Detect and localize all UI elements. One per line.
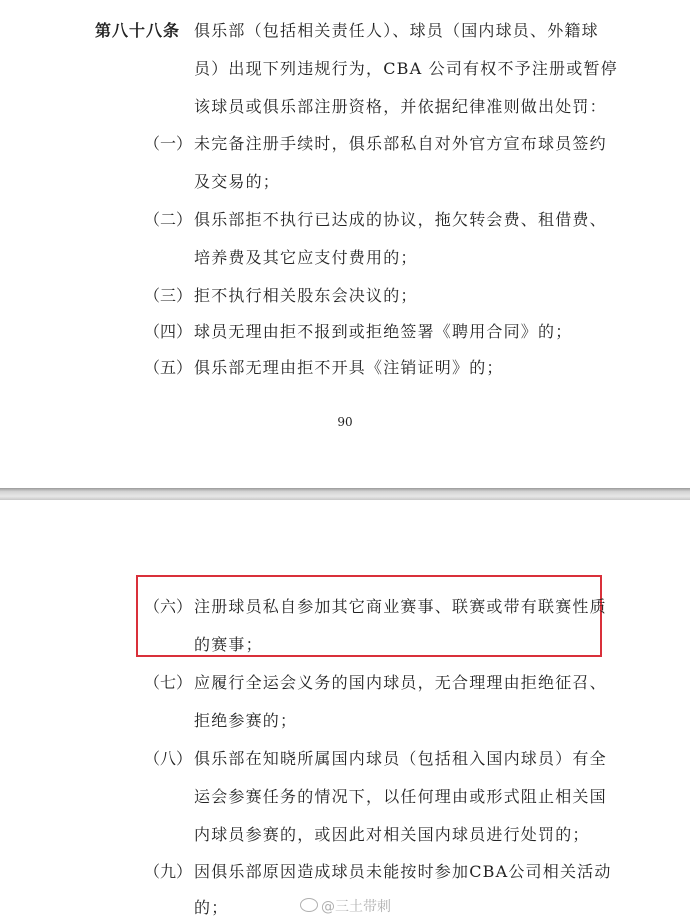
watermark-text: @三土带刺 xyxy=(321,899,391,915)
item-text: 拒绝参赛的； xyxy=(194,711,298,730)
article-text-line-3: 该球员或俱乐部注册资格，并依据纪律准则做出处罚： xyxy=(194,97,607,116)
item-text: 俱乐部无理由拒不开具《注销证明》的； xyxy=(194,358,504,377)
item-text: 的赛事； xyxy=(194,635,263,654)
item-text: 注册球员私自参加其它商业赛事、联赛或带有联赛性质 xyxy=(194,597,607,616)
item-number: （五） xyxy=(144,358,193,377)
item-text: 因俱乐部原因造成球员未能按时参加CBA公司相关活动 xyxy=(194,862,612,881)
item-text: 俱乐部在知晓所属国内球员（包括租入国内球员）有全 xyxy=(194,749,607,768)
weibo-watermark xyxy=(300,896,391,916)
item-number: （七） xyxy=(144,673,193,692)
item-text: 应履行全运会义务的国内球员，无合理理由拒绝征召、 xyxy=(194,673,607,692)
weibo-icon xyxy=(300,898,318,912)
item-number: （八） xyxy=(144,749,193,768)
item-text: 未完备注册手续时，俱乐部私自对外官方宣布球员签约 xyxy=(194,134,607,153)
article-text-line-2: 员）出现下列违规行为，CBA 公司有权不予注册或暂停 xyxy=(194,59,618,78)
page-separator xyxy=(0,488,690,500)
article-text-line-1: 俱乐部（包括相关责任人）、球员（国内球员、外籍球 xyxy=(194,21,599,40)
page-91 xyxy=(0,500,690,919)
item-number: （一） xyxy=(144,134,193,153)
item-text: 培养费及其它应支付费用的； xyxy=(194,248,418,267)
page-number: 90 xyxy=(337,415,353,429)
article-label: 第八十八条 xyxy=(95,21,181,40)
item-text: 球员无理由拒不报到或拒绝签署《聘用合同》的； xyxy=(194,322,573,341)
item-text: 拒不执行相关股东会决议的； xyxy=(194,286,418,305)
item-number: （二） xyxy=(144,210,193,229)
item-number: （六） xyxy=(144,597,193,616)
item-text: 内球员参赛的，或因此对相关国内球员进行处罚的； xyxy=(194,825,590,844)
item-text: 运会参赛任务的情况下，以任何理由或形式阻止相关国 xyxy=(194,787,607,806)
item-number: （四） xyxy=(144,322,193,341)
item-number: （九） xyxy=(144,862,193,881)
item-text: 的； xyxy=(194,898,229,917)
item-text: 俱乐部拒不执行已达成的协议，拖欠转会费、租借费、 xyxy=(194,210,607,229)
item-number: （三） xyxy=(144,286,193,305)
item-text: 及交易的； xyxy=(194,172,281,191)
